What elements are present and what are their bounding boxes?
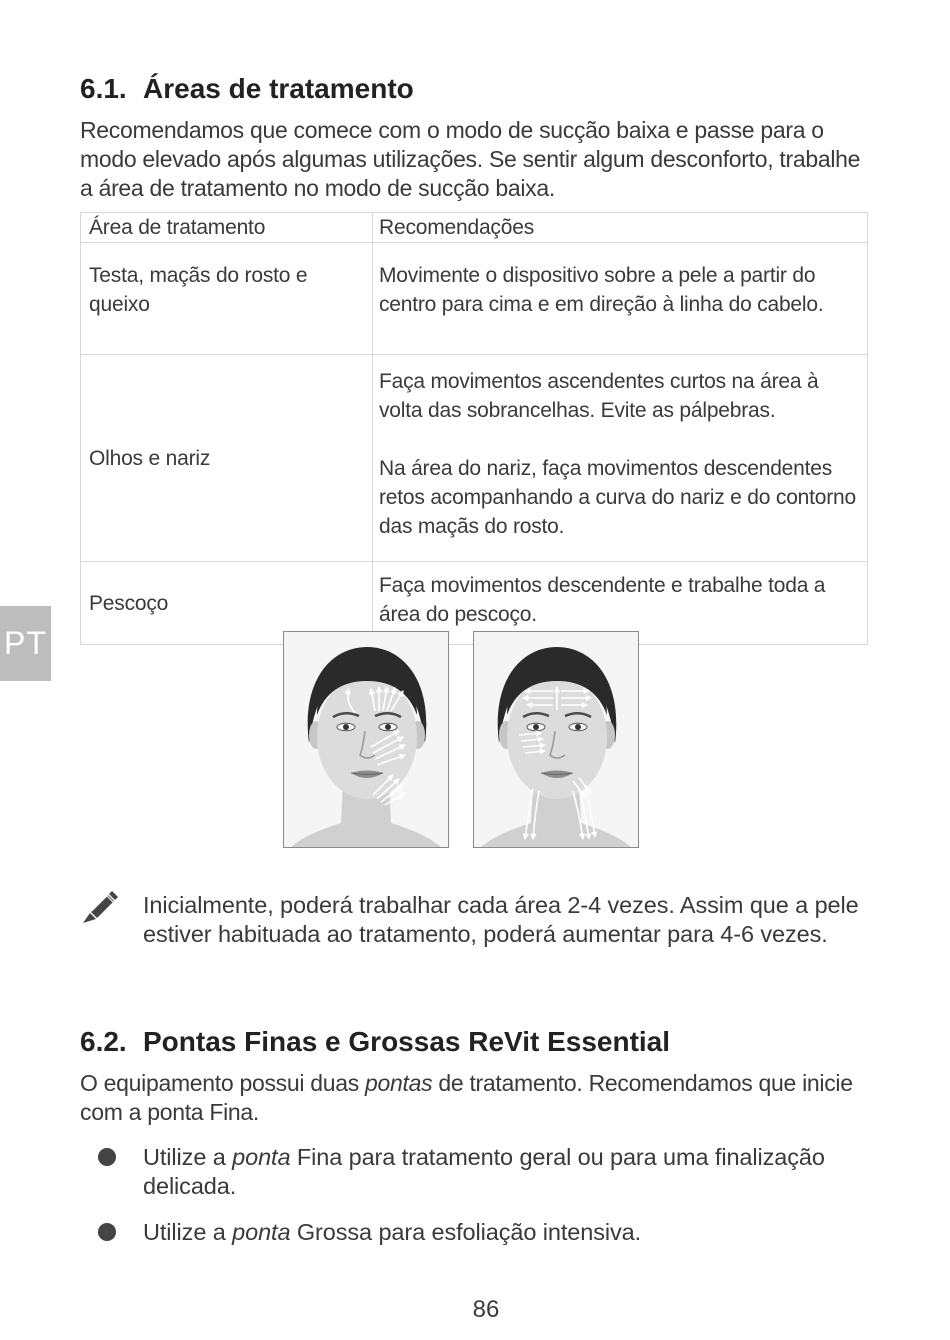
section-heading-6-1 [80,72,414,106]
table-cell-recommendation [373,243,868,355]
section-number: 6.2. [80,1026,127,1057]
text-run: O equipamento possui duas [80,1070,366,1096]
face-upward-arrows-svg [283,631,449,848]
bullet-dot-icon [98,1148,116,1166]
pencil-icon [80,885,120,925]
text-run: Grossa para esfoliação intensiva. [290,1219,642,1245]
table-cell-recommendation [373,355,868,562]
section-title: Pontas Finas e Grossas ReVit Essential [143,1026,671,1057]
face-downward-arrows-svg [473,631,639,848]
recommendation-text: Movimente o dispositivo sobre a pele a partir do centro para cima e em direção à linha do cabelo. [379,264,824,316]
text-run: Fina para tratamento geral ou para uma finalização delicada. [143,1144,825,1199]
bullet-dot-icon [98,1223,116,1241]
italic-term: ponta [232,1144,291,1170]
recommendation-text: Faça movimentos ascendentes curtos na área à volta das sobrancelhas. Evite as pálpebras. [379,370,819,422]
recommendation-text: Na área do nariz, faça movimentos descendentes retos acompanhando a curva do nariz e do contorno das maçãs do rosto. [379,457,857,538]
table-row [81,243,868,355]
table-row [81,355,868,562]
table-cell-area: Olhos e nariz [81,355,373,562]
table-cell-area: Testa, maçãs do rosto e queixo [81,243,373,355]
table-header-area: Área de tratamento [81,213,373,243]
list-item-text [143,1143,866,1201]
recommendation-text: Faça movimentos descendente e trabalhe toda a área do pescoço. [379,574,826,626]
italic-term: pontas [365,1070,433,1096]
section-number: 6.1. [80,73,127,104]
table-header-recommendations: Recomendações [373,213,868,243]
treatment-areas-table [80,212,868,645]
face-upward-arrows-illustration [283,631,449,848]
text-run: de tratamento. Recomendamos que inicie com a ponta Fina. [80,1070,853,1125]
language-tab: PT [0,606,51,681]
page-number: 86 [472,1296,500,1323]
table-cell-area: Pescoço [81,562,373,645]
text-run: Utilize a [143,1144,233,1170]
list-item-text [143,1218,866,1247]
section-intro-paragraph: Recomendamos que comece com o modo de sucção baixa e passe para o modo elevado após algumas utilizações. Se sentir algum desconforto, trabalhe a área de tratamento no modo de sucção baixa. [80,117,861,201]
text-run: Utilize a [143,1219,233,1245]
section-title: Áreas de tratamento [143,73,414,104]
note-text: Inicialmente, poderá trabalhar cada área 2-4 vezes. Assim que a pele estiver habituada ao tratamento, poderá aumentar para 4-6 vezes. [143,892,859,947]
table-header-row [81,213,868,243]
face-downward-arrows-illustration [473,631,639,848]
italic-term: ponta [232,1219,291,1245]
section-heading-6-2 [80,1025,670,1059]
section-intro-paragraph [80,1069,866,1127]
